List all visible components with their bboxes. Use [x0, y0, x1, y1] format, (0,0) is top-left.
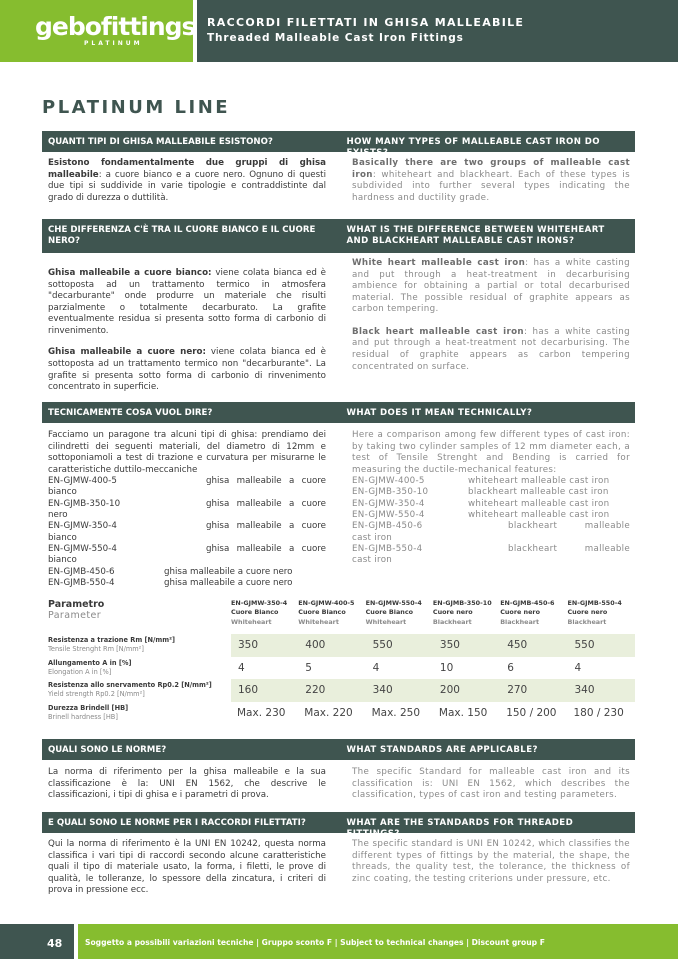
question-en: WHAT ARE THE STANDARDS FOR THREADED FITTINGS? — [346, 818, 574, 840]
table-header — [48, 599, 635, 632]
answer-it-standards: La norma di riferimento per la ghisa malleabile e la sua classificazione è la: UNI EN 1562, che descrive le classificazioni, i tipi di ghisa e i parametri di prova. — [48, 767, 326, 801]
list-item: EN-GJMW-350-4 whiteheart malleable cast iron — [352, 498, 610, 509]
question-it: QUANTI TIPI DI GHISA MALLEABILE ESISTONO? — [48, 137, 273, 147]
param-header: Parametro Parameter — [48, 599, 105, 621]
question-en: WHAT DOES IT MEAN TECHNICALLY? — [346, 408, 533, 418]
header-title-it: RACCORDI FILETTATI IN GHISA MALLEABILE — [207, 16, 525, 29]
answer-bold: Ghisa malleabile a cuore nero: — [48, 347, 206, 358]
logo-subtitle: PLATINUM — [84, 40, 143, 47]
answer-bold: Basically there are two groups of malleable cast iron — [352, 158, 630, 180]
list-item: EN-GJMB-550-4 ghisa malleabile a cuore nero — [48, 577, 293, 588]
properties-table — [48, 599, 635, 724]
list-item: EN-GJMW-400-5 ghisa malleabile a cuore bianco — [48, 476, 326, 498]
list-item: EN-GJMB-450-6 blackheart malleable cast iron — [352, 521, 630, 543]
answer-text: viene colata bianca ed è sottoposta ad un trattamento termico non "decarburante". La grafite si presenta sotto forma di carbonio di rinvenimento concentrato in superficie. — [48, 347, 326, 393]
answer-text: : whiteheart and blackheart. Each of these types is subdivided into further several types indicating the hardness and ductility grade. — [352, 169, 630, 203]
section-bar-types — [42, 131, 635, 159]
answer-en-fitting-standards: The specific standard is UNI EN 10242, which classifies the different types of fittings by the material, the shape, the threads, the quality test, the tolerance, the thickness of zinc coating, the testing criterions under pressure, etc. — [352, 839, 630, 884]
answer-text: : has a white casting and put through a heat-treatment in decarburising ambience for obtaining a partial or total decarburised material. The possible residual of graphite appears as carbon tempering. — [352, 258, 630, 315]
answer-text: : has a white casting and put through a heat-treatment not decarburising. The residual of graphite appears as carbon tempering concentrated on surface. — [352, 326, 630, 372]
column-header: EN-GJMW-550-4 Cuore Bianco Whiteheart — [365, 599, 422, 626]
column-header: EN-GJMW-350-4 Cuore Bianco Whiteheart — [231, 599, 288, 626]
question-en: WHAT STANDARDS ARE APPLICABLE? — [346, 745, 538, 755]
question-it: QUALI SONO LE NORME? — [48, 745, 167, 755]
page-footer — [0, 924, 678, 959]
answer-bold: White heart malleable cast iron — [352, 258, 526, 268]
answer-en-difference — [352, 258, 630, 381]
answer-bold: Black heart malleable cast iron — [352, 326, 524, 337]
answer-text: viene colata bianca ed è sottoposta ad un trattamento termico in atmosfera "decarburante" onde produrre un materiale che risulti parzialmente o totalmente decarburato. La grafite eventualmente residua si presenta sotto forma di carbonio di rinvenimento. — [48, 268, 326, 336]
answer-it-types — [48, 158, 326, 212]
intro-it-technical: Facciamo un paragone tra alcuni tipi di ghisa: prendiamo dei cilindretti dei seguenti materiali, del diametro di 12mm e sottoponiamoli a test di trazione e curvatura per misurarne le caratteristiche duttilo-meccaniche — [48, 430, 326, 475]
brand-logo — [0, 0, 196, 62]
table-row: Durezza Brindell [HB] Brinell hardness [HB] Max. 230 Max. 220 Max. 250 Max. 150 150 / 200 180 / 230 — [48, 703, 624, 721]
section-bar-fitting-standards — [42, 812, 635, 840]
answer-bold: Esistono fondamentalmente due gruppi di ghisa malleabile — [48, 158, 326, 180]
question-en: WHAT IS THE DIFFERENCE BETWEEN WHITEHEART AND BLACKHEART MALLEABLE CAST IRONS? — [346, 225, 605, 247]
header-title-en: Threaded Malleable Cast Iron Fittings — [207, 32, 464, 44]
list-item: EN-GJMW-550-4 ghisa malleabile a cuore bianco — [48, 543, 326, 566]
answer-it-fitting-standards: Qui la norma di riferimento è la UNI EN 10242, questa norma classifica i vari tipi di raccordi secondo alcune caratteristiche quali il tipo di materiale usato, la forma, i filetti, le prove di qualità, le tolleranze, lo spessore della zincatura, i criteri di prova in pressione ecc. — [48, 839, 326, 896]
page-title: PLATINUM LINE — [42, 97, 231, 118]
list-item: EN-GJMB-350-10 ghisa malleabile a cuore nero — [48, 498, 326, 520]
column-header: EN-GJMB-450-6 Cuore nero Blackheart — [500, 599, 555, 626]
intro-en-technical: Here a comparison among few different types of cast iron: by taking two cylinder samples of 12 mm diameter each, a test of Tensile Strenght and Bending is carried for measuring the ductile-mechanical features: — [352, 430, 630, 475]
question-en: HOW MANY TYPES OF MALLEABLE CAST IRON DO EXISTS? — [346, 137, 600, 159]
column-header: EN-GJMW-400-5 Cuore Bianco Whiteheart — [298, 599, 355, 626]
table-row: Resistenza allo snervamento Rp0.2 [N/mm²] Yield strength Rp0.2 [N/mm²] 160 220 340 200 270 340 — [48, 679, 635, 702]
section-bar-standards — [42, 739, 635, 760]
section-bar-technical — [42, 402, 635, 423]
header-titles — [197, 0, 678, 62]
footer-note: Soggetto a possibili variazioni tecniche | Gruppo sconto F | Subject to technical changes | Discount group F — [78, 924, 678, 959]
page-header — [0, 0, 678, 62]
list-item: EN-GJMB-450-6 ghisa malleabile a cuore nero — [48, 566, 293, 577]
answer-it-difference — [48, 268, 326, 402]
page-number: 48 — [0, 924, 74, 959]
material-list-it — [48, 476, 326, 589]
list-item: EN-GJMW-350-4 ghisa malleabile a cuore bianco — [48, 521, 326, 543]
material-list-en — [352, 476, 630, 567]
question-it: TECNICAMENTE COSA VUOL DIRE? — [48, 408, 213, 418]
answer-text: : a cuore bianco e a cuore nero. Ognuno di questi due tipi si suddivide in varie tipologie e contraddistinte dal grado di durezza o duttilità. — [48, 169, 326, 203]
column-header: EN-GJMB-350-10 Cuore nero Blackheart — [432, 599, 492, 626]
answer-en-standards: The specific Standard for malleable cast iron and its classification is: UNI EN 1562, which describes the classification, types of cast iron and testing parameters. — [352, 767, 630, 801]
list-item: EN-GJMW-550-4 whiteheart malleable cast iron — [352, 509, 610, 520]
section-bar-difference — [42, 219, 635, 253]
answer-en-types — [352, 158, 630, 212]
column-header: EN-GJMB-550-4 Cuore nero Blackheart — [567, 599, 622, 626]
table-row: Resistenza a trazione Rm [N/mm²] Tensile Strenght Rm [N/mm²] 350 400 550 350 450 550 — [48, 634, 635, 657]
list-item: EN-GJMB-550-4 blackheart malleable cast iron — [352, 543, 630, 566]
question-it: CHE DIFFERENZA C'È TRA IL CUORE BIANCO E IL CUORE NERO? — [48, 225, 316, 247]
logo-wordmark: gebofittings — [35, 12, 196, 41]
question-it: E QUALI SONO LE NORME PER I RACCORDI FILETTATI? — [48, 818, 306, 828]
list-item: EN-GJMB-350-10 blackheart malleable cast iron — [352, 487, 609, 498]
table-row: Allungamento A in [%] Elongation A in [%] 4 5 4 10 6 4 — [48, 658, 582, 676]
list-item: EN-GJMW-400-5 whiteheart malleable cast iron — [352, 476, 610, 486]
answer-bold: Ghisa malleabile a cuore bianco: — [48, 268, 212, 278]
